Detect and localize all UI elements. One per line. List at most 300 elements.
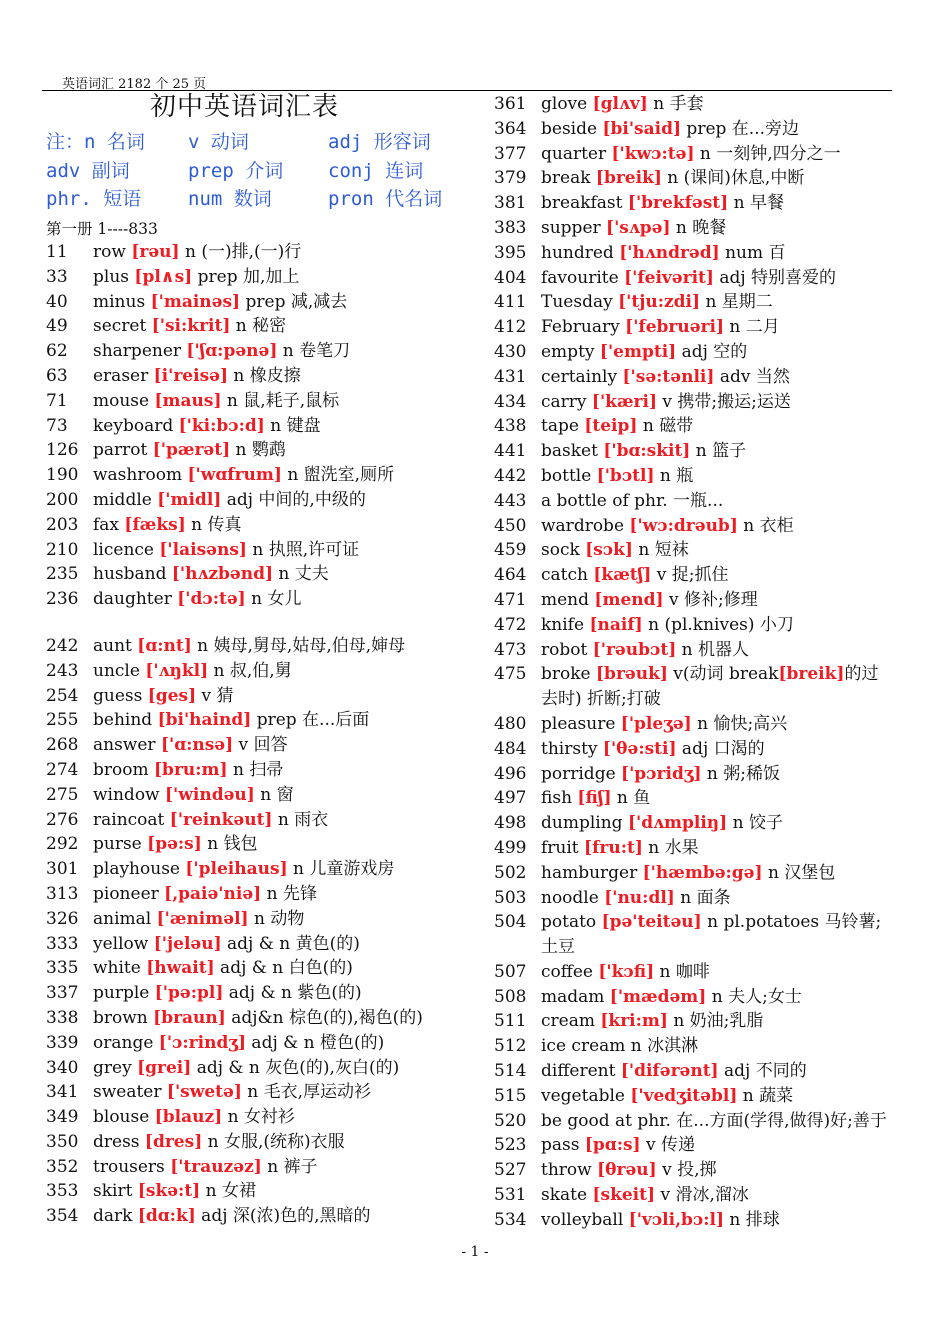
entry-definition: n 蔬菜 [737,1085,794,1106]
entry-word: skate [541,1185,593,1206]
entry-definition: n 女衬衫 [222,1107,295,1128]
entry-definition: adj & n 黄色(的) [221,933,360,954]
entry-number: 527 [494,1160,527,1181]
entry-number: 364 [494,118,527,139]
entry-definition: adj&n 棕色(的),褐色(的) [225,1007,423,1028]
entry-word: Tuesday [541,292,619,313]
entry-number: 383 [494,217,527,238]
entry-phonetic: [,paiə'niə] [164,883,262,904]
entry-definition: adj 口渴的 [676,738,765,759]
entry-word: noodle [541,887,605,908]
entry-word: throw [541,1160,598,1181]
entry-definition: adj 特别喜爱的 [713,267,837,288]
entry-number: 313 [46,883,79,904]
entry-number: 381 [494,193,527,214]
vocab-entry [494,290,894,315]
entry-definition: n 丈夫 [273,564,329,585]
entry-number: 333 [46,933,79,954]
entry-number: 496 [494,763,527,784]
entry-number: 404 [494,267,527,288]
entry-definition: v 携带;搬运;运送 [656,391,791,412]
entry-word: behind [93,710,158,731]
vocab-entry [494,241,894,266]
entry-definition: phr. 一瓶... [634,490,724,511]
vocab-entry [494,737,894,762]
entry-word: break [541,168,596,189]
vocab-entry [46,290,446,315]
entry-word: yellow [93,933,154,954]
entry-word: empty [541,341,600,362]
entry-phonetic: [maus] [154,390,222,411]
entry-phonetic: ['ɔ:rindʒ] [158,1032,247,1053]
entry-number: 235 [46,564,79,585]
entry-word: ice cream [541,1036,631,1057]
entry-phonetic: ['tju:zdi] [618,292,701,313]
entry-number: 512 [494,1036,527,1057]
entry-word: orange [93,1032,159,1053]
entry-definition: n 鱼 [611,788,651,809]
entry-phonetic: ['dɔ:tə] [177,589,246,610]
entry-number: 73 [46,415,68,436]
entry-word: pass [541,1135,585,1156]
entry-number: 33 [46,266,68,287]
entry-phonetic: [grei] [137,1057,192,1078]
entry-word: eraser [93,365,154,386]
entry-phonetic: ['nu:dl] [604,887,675,908]
entry-number: 502 [494,862,527,883]
entry-phonetic: ['ʃɑ:pənə] [186,341,278,362]
entry-number: 520 [494,1110,527,1131]
entry-phonetic: ['hæmbə:gə] [642,862,763,883]
entry-spacer [46,612,446,634]
vocab-entry [46,1204,446,1229]
legend-item: adv 副词 [46,159,130,182]
entry-phonetic: [mend] [594,589,664,610]
entry-phonetic: [i'reisə] [153,365,229,386]
vocab-entry [46,882,446,907]
entry-word: dark [93,1206,138,1227]
entry-phonetic: [teip] [584,416,638,437]
entry-number: 341 [46,1082,79,1103]
vocab-entry [494,960,894,985]
entry-word: middle [93,489,158,510]
entry-phonetic: [kri:m] [600,1011,668,1032]
entry-definition: n 女儿 [245,589,302,610]
entry-phonetic: ['mædəm] [609,986,707,1007]
entry-definition: phr. 在...方面(学得,做得)好;善于 [637,1110,887,1131]
vocab-entry [46,414,446,439]
vocab-entry [46,956,446,981]
vocab-entry [494,464,894,489]
entry-word: broke [541,664,597,685]
entry-number: 480 [494,713,527,734]
vocab-entry [46,684,446,709]
entry-phonetic: ['swetə] [166,1082,242,1103]
entry-number: 353 [46,1181,79,1202]
entry-definition: n 动物 [248,908,305,929]
entry-phonetic: ['difərənt] [620,1061,719,1082]
vocab-entry [494,439,894,464]
entry-word: supper [541,217,607,238]
entry-definition: n 秘密 [230,316,287,337]
vocab-entry [46,932,446,957]
entry-phonetic: ['sʌpə] [606,217,671,238]
vocab-entry [494,613,894,638]
vocab-entry [494,811,894,836]
entry-word: dumpling [541,813,628,834]
entry-definition: n 先锋 [261,883,317,904]
entry-word: raincoat [93,809,170,830]
entry-definition: v 回答 [233,735,288,756]
entry-word: a bottle of [541,490,635,511]
vocab-entry [46,1179,446,1204]
vocab-entry [494,340,894,365]
entry-number: 255 [46,710,79,731]
entry-phonetic: [pə'teitəu] [601,912,702,933]
entry-definition: n (pl.knives) 小刀 [642,614,794,635]
entry-phonetic: ['ki:bɔ:d] [178,415,265,436]
entry-phonetic: [bi'said] [602,118,682,139]
entry-phonetic: ['kɔfi] [598,961,655,982]
entry-definition: n 雨衣 [272,809,329,830]
entry-number: 441 [494,441,527,462]
vocab-entry [494,762,894,787]
vocab-entry [494,365,894,390]
running-header: 英语词汇 2182 个 25 页 [62,77,207,92]
entry-number: 354 [46,1206,79,1227]
entry-number: 450 [494,515,527,536]
entry-definition: n 衣柜 [737,515,794,536]
entry-word: sock [541,540,586,561]
entry-word: brown [93,1007,154,1028]
entry-number: 515 [494,1085,527,1106]
entry-definition: adj & n 橙色(的) [246,1032,385,1053]
entry-word: broom [93,759,155,780]
entry-word: answer [93,735,161,756]
entry-number: 395 [494,242,527,263]
entry-definition: n 篮子 [690,441,747,462]
entry-definition: n 窗 [254,784,294,805]
entry-definition: v 修补;修理 [663,589,758,610]
entry-definition: n 星期二 [700,292,773,313]
entry-number: 301 [46,859,79,880]
vocab-entry [46,758,446,783]
entry-definition: prep 在...后面 [251,710,370,731]
vocab-entry [494,563,894,588]
entry-phonetic: ['feivərit] [624,267,714,288]
entry-phonetic: ['pleʒə] [620,713,692,734]
legend-item: adj 形容词 [328,131,431,153]
entry-phonetic: ['dʌmpliŋ] [627,813,728,834]
entry-phonetic: ['hʌzbənd] [171,564,274,585]
entry-definition: n 键盘 [264,415,321,436]
entry-definition: n 饺子 [727,813,783,834]
entry-word: robot [541,639,593,660]
entry-phonetic: ['kæri] [591,391,657,412]
entry-phonetic: ['jeləu] [153,933,222,954]
entry-phonetic: ['brekfəst] [627,193,729,214]
entry-word: carry [541,391,592,412]
entry-number: 442 [494,465,527,486]
entry-phonetic: ['wɑfrum] [187,465,282,486]
entry-definition: n 一刻钟,四分之一 [694,143,841,164]
vocab-entry [494,886,894,911]
entry-definition: n 盥洗室,厕所 [281,465,395,486]
entry-phonetic: [breik] [778,664,845,685]
entry-number: 498 [494,813,527,834]
entry-phonetic: [sɔk] [585,540,633,561]
entry-word: beside [541,118,603,139]
entry-phonetic: [ɑ:nt] [137,635,192,656]
vocab-entry [46,1130,446,1155]
entry-word: breakfast [541,193,628,214]
vocab-entry [46,1155,446,1180]
entry-number: 431 [494,366,527,387]
legend-item: pron 代名词 [328,188,443,210]
entry-number: 484 [494,738,527,759]
entry-phonetic: ['vedʒitəbl] [630,1085,738,1106]
vocab-entry [46,463,446,488]
entry-number: 531 [494,1185,527,1206]
vocab-entry [494,1133,894,1158]
vocab-entry [46,562,446,587]
vocab-entry [494,166,894,191]
entry-word: secret [93,316,152,337]
entry-definition: adj & n 紫色(的) [223,983,362,1004]
entry-phonetic: [dɑ:k] [137,1206,196,1227]
entry-definition: n 毛衣,厚运动衫 [241,1082,372,1103]
entry-word: licence [93,539,160,560]
volume-label: 第一册 1----833 [46,220,158,238]
entry-number: 339 [46,1032,79,1053]
entry-definition: prep 加,加上 [192,266,300,287]
vocab-entry [494,1084,894,1109]
vocab-entry [46,488,446,513]
entry-phonetic: [pɑ:s] [584,1135,641,1156]
entry-phonetic: [bi'haind] [157,710,252,731]
entry-word: keyboard [93,415,179,436]
vocab-entry [46,587,446,612]
entry-word: sharpener [93,341,187,362]
entry-phonetic: [pl∧s] [134,266,193,287]
entry-number: 203 [46,514,79,535]
vocab-entry [494,414,894,439]
entry-definition: adj & n 灰色(的),灰白(的) [191,1057,400,1078]
entry-definition: n 裤子 [261,1156,318,1177]
entry-phonetic: ['bɔtl] [596,465,655,486]
entry-number: 504 [494,912,527,933]
vocab-entry [494,1158,894,1183]
entry-number: 430 [494,341,527,362]
vocab-entry [494,315,894,340]
entry-definition: n 鹦鹉 [230,440,286,461]
vocab-entry [494,638,894,663]
vocab-entry [494,1183,894,1208]
entry-phonetic: [hwait] [146,958,215,979]
entry-word: hundred [541,242,620,263]
entry-definition: n 冰淇淋 [630,1036,699,1057]
vocab-entry [46,339,446,364]
entry-number: 276 [46,809,79,830]
entry-phonetic: [pə:s] [147,834,202,855]
entry-number: 412 [494,317,527,338]
entry-word: potato [541,912,602,933]
entry-phonetic: ['æniməl] [156,908,249,929]
entry-word: window [93,784,166,805]
entry-word: guess [93,685,148,706]
entry-word: fish [541,788,578,809]
vocab-entry [46,1031,446,1056]
entry-word: volleyball [541,1209,629,1230]
entry-word: tape [541,416,585,437]
entry-word: quarter [541,143,612,164]
entry-number: 473 [494,639,527,660]
entry-number: 499 [494,837,527,858]
entry-number: 514 [494,1061,527,1082]
entry-definition: n 早餐 [728,193,784,214]
entry-word: dress [93,1131,145,1152]
vocab-entry [46,808,446,833]
vocab-entry [46,513,446,538]
entry-phonetic: [bru:m] [154,759,228,780]
entry-number: 350 [46,1131,79,1152]
entry-word: fax [93,514,125,535]
entry-number: 11 [46,242,68,262]
entry-word: row [93,242,132,262]
entry-definition: n 叔,伯,舅 [208,660,292,681]
entry-phonetic: [skə:t] [137,1181,201,1202]
vocab-entry [46,538,446,563]
entry-number: 361 [494,94,527,114]
legend-item: conj 连词 [328,159,424,182]
entry-phonetic: ['februəri] [625,317,725,338]
entry-phonetic: ['midl] [157,489,222,510]
entry-word: aunt [93,635,138,656]
entry-word: wardrobe [541,515,630,536]
entry-number: 508 [494,986,527,1007]
entry-definition: n 女服,(统称)衣服 [202,1131,345,1152]
entry-number: 377 [494,143,527,164]
right-vocab-column [494,92,894,1233]
entry-number: 434 [494,391,527,412]
vocab-entry [494,712,894,737]
entry-phonetic: [breik] [595,168,662,189]
entry-word: white [93,958,147,979]
entry-phonetic: ['windəu] [165,784,255,805]
entry-definition: n 汉堡包 [762,862,836,883]
entry-definition: n 鼠,耗子,鼠标 [221,390,340,411]
entry-phonetic: ['trauzəz] [170,1156,262,1177]
vocab-entry [46,265,446,290]
entry-definition: adj 空的 [676,341,748,362]
entry-number: 190 [46,465,79,486]
entry-phonetic: [brəuk] [596,664,668,685]
entry-phonetic: [dres] [144,1131,203,1152]
vocab-entry [494,1034,894,1059]
entry-definition: adj 不同的 [718,1061,807,1082]
vocab-entry [46,1080,446,1105]
entry-word: hamburger [541,862,643,883]
entry-number: 63 [46,365,68,386]
entry-definition: adj & n 白色(的) [214,958,353,979]
entry-word: plus [93,266,135,287]
vocab-entry [494,142,894,167]
entry-phonetic: ['vɔli,bɔ:l] [628,1209,725,1230]
entry-phonetic: ['θə:sti] [602,738,677,759]
vocab-entry [46,1006,446,1031]
entry-word: mouse [93,390,155,411]
entry-word: uncle [93,660,146,681]
vocab-entry [46,783,446,808]
entry-word: favourite [541,267,625,288]
entry-number: 274 [46,759,79,780]
entry-definition: v 猜 [196,685,234,706]
vocab-entry [494,489,894,514]
vocab-entry [46,907,446,932]
entry-definition: n 磁带 [637,416,694,437]
entry-phonetic: ['kwɔ:tə] [611,143,695,164]
entry-number: 503 [494,887,527,908]
entry-number: 210 [46,539,79,560]
vocab-entry [46,708,446,733]
entry-definition: n 咖啡 [654,961,710,982]
entry-definition: n 机器人 [676,639,749,660]
entry-definition: n pl.potatoes 马铃薯;土豆 [541,912,882,958]
entry-word: parrot [93,440,153,461]
entry-definition: n 扫帚 [227,759,284,780]
entry-definition: n (一)排,(一)行 [179,242,302,262]
entry-word: basket [541,441,604,462]
entry-word: blouse [93,1107,155,1128]
entry-word: daughter [93,589,178,610]
entry-number: 471 [494,589,527,610]
entry-word: purse [93,834,148,855]
entry-definition: n 排球 [724,1209,780,1230]
entry-definition: n 姨母,舅母,姑母,伯母,婶母 [191,635,406,656]
entry-number: 507 [494,961,527,982]
entry-phonetic: ['mainəs] [150,291,241,312]
entry-definition: n 手套 [647,94,704,114]
entry-phonetic: [skeit] [592,1185,656,1206]
entry-number: 472 [494,614,527,635]
entry-definition: v 捉;抓住 [651,565,729,586]
vocab-entry [46,634,446,659]
entry-number: 497 [494,788,527,809]
entry-number: 411 [494,292,527,313]
entry-definition: n 奶油;乳脂 [667,1011,764,1032]
vocab-entry [494,92,894,117]
legend-item: num 数词 [188,188,272,210]
entry-number: 40 [46,291,68,312]
vocab-entry [46,832,446,857]
vocab-entry [46,364,446,389]
entry-word: pioneer [93,883,165,904]
entry-number: 243 [46,660,79,681]
entry-phonetic: ['bɑ:skit] [603,441,691,462]
entry-number: 340 [46,1057,79,1078]
vocab-entry [494,836,894,861]
vocab-entry [494,1009,894,1034]
entry-word: purple [93,983,155,1004]
entry-phonetic: ['pleihaus] [185,859,288,880]
vocab-entry [494,786,894,811]
entry-number: 62 [46,341,68,362]
entry-definition: n 愉快;高兴 [691,713,788,734]
entry-word: thirsty [541,738,603,759]
entry-phonetic: [blauz] [154,1107,223,1128]
vocab-entry [46,389,446,414]
entry-definition: n 橡皮擦 [228,365,301,386]
